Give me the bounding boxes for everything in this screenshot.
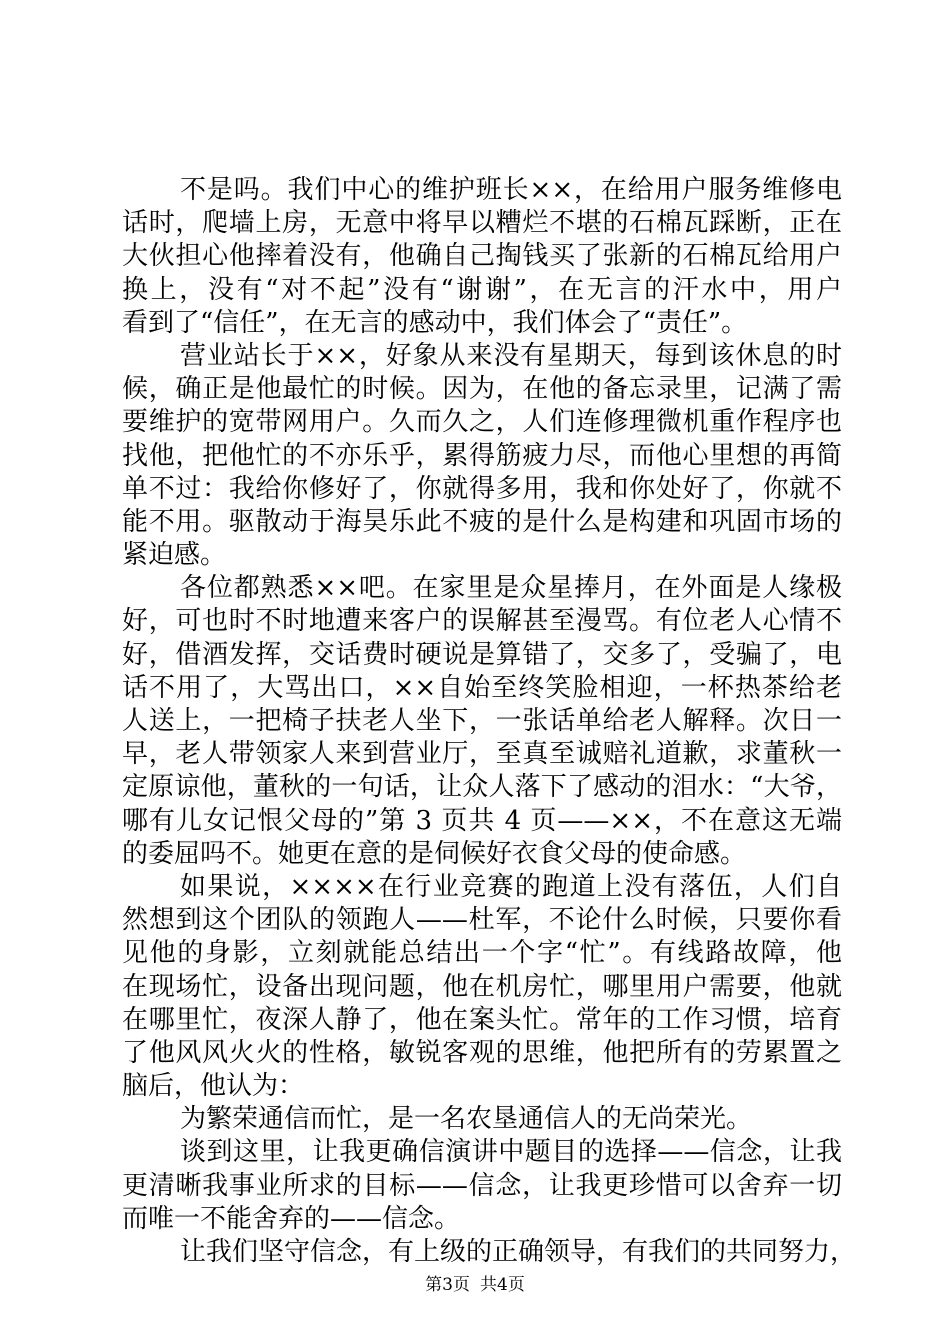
text-line: 早，老人带领家人来到营业厅，至真至诚赔礼道歉，求董秋一 [122,739,842,770]
text-line: 而唯一不能舍弃的——信念。 [122,1203,461,1234]
text-line: 让我们坚守信念，有上级的正确领导，有我们的共同努力， [180,1237,857,1267]
paragraph [122,1136,842,1236]
paragraph [122,871,842,1103]
text-line: 脑后，他认为： [122,1071,305,1102]
text-line: 找他，把他忙的不亦乐乎，累得筋疲力尽，而他心里想的再简 [122,440,842,471]
paragraph [122,1236,857,1269]
text-line: 好，借酒发挥，交话费时硬说是算错了，交多了，受骗了，电 [122,639,842,670]
text-line: 的委屈吗不。她更在意的是伺候好衣食父母的使命感。 [122,838,747,869]
text-line: 大伙担心他摔着没有，他确自己掏钱买了张新的石棉瓦给用户 [122,241,842,272]
text-line: 单不过：我给你修好了，你就得多用，我和你处好了，你就不 [122,473,842,504]
text-line: 见他的身影，立刻就能总结出一个字“忙”。有线路故障，他 [122,938,842,969]
text-line: 为繁荣通信而忙，是一名农垦通信人的无尚荣光。 [180,1104,753,1135]
document-body [122,174,857,1269]
text-line: 人送上，一把椅子扶老人坐下，一张话单给老人解释。次日一 [122,706,842,736]
text-line: 各位都熟悉××吧。在家里是众星捧月，在外面是人缘极 [180,573,842,604]
paragraph [122,572,842,871]
text-line: 在哪里忙，夜深人静了，他在案头忙。常年的工作习惯，培育 [122,1004,842,1035]
text-line: 候，确正是他最忙的时候。因为，在他的备忘录里，记满了需 [122,374,842,405]
text-line: 紧迫感。 [122,540,227,571]
page-number: 第3页 [425,1275,470,1295]
text-line: 然想到这个团队的领跑人——杜军，不论什么时候，只要你看 [122,905,842,936]
text-line: 话不用了，大骂出口，××自始至终笑脸相迎，一杯热茶给老 [122,672,842,703]
text-line: 在现场忙，设备出现问题，他在机房忙，哪里用户需要，他就 [122,971,842,1002]
text-line: 要维护的宽带网用户。久而久之，人们连修理微机重作程序也 [122,407,842,438]
text-line: 营业站长于××，好象从来没有星期天，每到该休息的时 [180,340,842,371]
text-line: 了他风风火火的性格，敏锐客观的思维，他把所有的劳累置之 [122,1037,842,1068]
text-line: 哪有儿女记恨父母的”第 3 页共 4 页——××，不在意这无端 [122,805,842,836]
text-line: 不是吗。我们中心的维护班长××，在给用户服务维修电 [180,175,842,205]
text-line: 好，可也时不时地遭来客户的误解甚至漫骂。有位老人心情不 [122,606,842,637]
text-line: 看到了“信任”，在无言的感动中，我们体会了“责任”。 [122,307,748,338]
paragraph [122,174,842,340]
page-total: 共4页 [480,1275,525,1295]
text-line: 更清晰我事业所求的目标——信念，让我更珍惜可以舍弃一切 [122,1170,842,1201]
text-line: 定原谅他，董秋的一句话，让众人落下了感动的泪水：“大爷， [122,772,842,803]
paragraph [122,340,842,572]
text-line: 谈到这里，让我更确信演讲中题目的选择——信念，让我 [180,1137,842,1168]
text-line: 如果说，××××在行业竞赛的跑道上没有落伍，人们自 [180,871,842,902]
text-line: 话时，爬墙上房，无意中将早以糟烂不堪的石棉瓦踩断，正在 [122,208,842,239]
page-footer [0,1274,950,1296]
paragraph [122,1103,842,1136]
text-line: 能不用。驱散动于海昊乐此不疲的是什么是构建和巩固市场的 [122,506,842,537]
text-line: 换上，没有“对不起”没有“谢谢”，在无言的汗水中，用户 [122,274,842,305]
